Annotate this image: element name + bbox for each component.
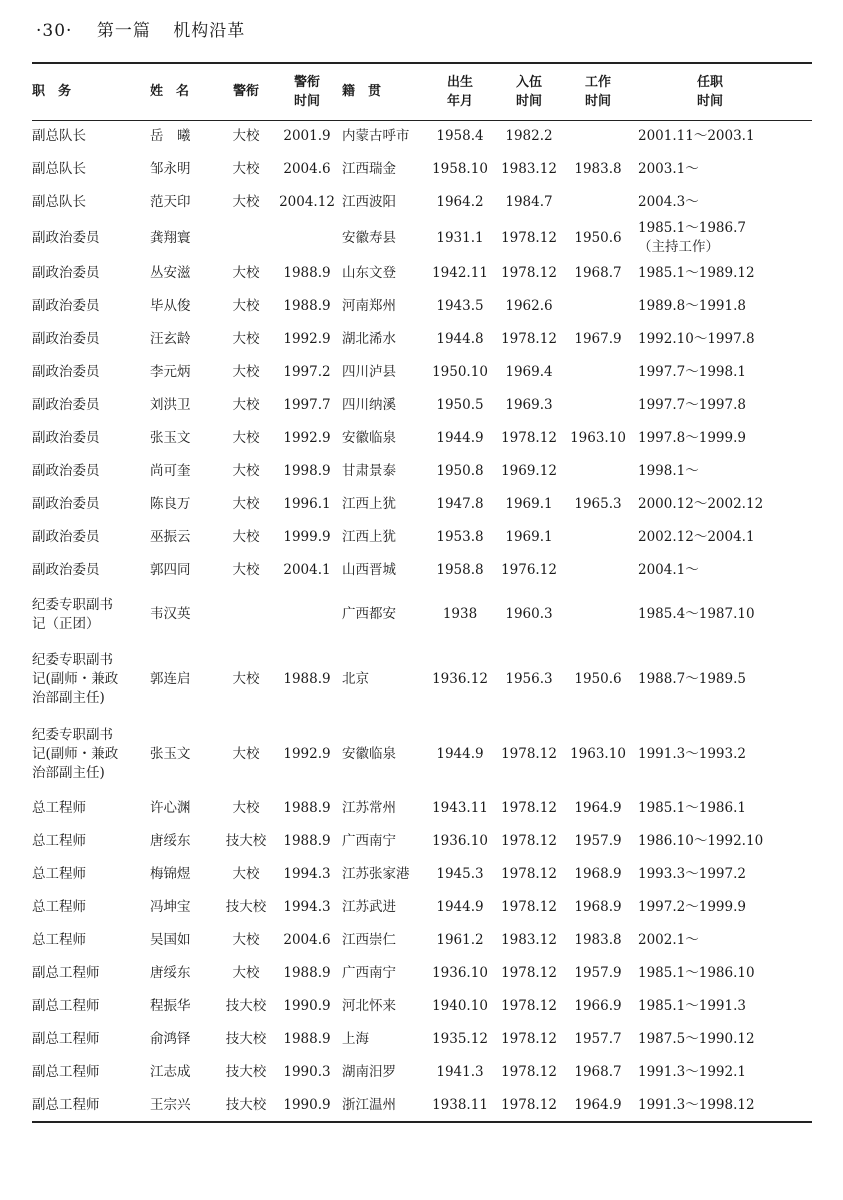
cell-native-place: 江西崇仁 (342, 932, 396, 948)
cell-term: 1985.1～1986.7 （主持工作） (638, 220, 746, 255)
cell-birth: 1945.3 (436, 866, 484, 882)
cell-rank-date: 2004.12 (279, 194, 335, 210)
table-row (32, 219, 812, 257)
cell-term: 1998.1～ (638, 463, 699, 479)
cell-name: 刘洪卫 (150, 397, 191, 413)
cell-rank-date: 1988.9 (283, 1031, 331, 1047)
table-row (32, 587, 812, 642)
cell-enlist: 1984.7 (505, 194, 553, 210)
cell-native-place: 山东文登 (342, 265, 396, 281)
cell-name: 吴国如 (150, 932, 191, 948)
cell-rank-date: 1988.9 (283, 265, 331, 281)
cell-term: 1985.4～1987.10 (638, 606, 755, 622)
cell-birth: 1961.2 (436, 932, 484, 948)
cell-term: 1986.10～1992.10 (638, 833, 764, 849)
cell-work (566, 554, 630, 587)
table-row (32, 858, 812, 891)
cell-native-place: 安徽寿县 (342, 229, 396, 246)
cell-rank: 大校 (232, 746, 260, 762)
table-header-row (32, 63, 812, 120)
cell-native-place: 江苏张家港 (342, 866, 410, 882)
table-row (32, 356, 812, 389)
cell-name: 程振华 (150, 998, 191, 1014)
cell-enlist: 1976.12 (501, 562, 557, 578)
cell-rank-date (272, 219, 342, 257)
cell-work: 1968.9 (574, 866, 622, 882)
table-row (32, 891, 812, 924)
cell-birth: 1947.8 (436, 496, 484, 512)
cell-position: 总工程师 (32, 833, 86, 849)
cell-enlist: 1962.6 (505, 298, 553, 314)
cell-rank: 大校 (232, 161, 260, 177)
cell-term: 1985.1～1989.12 (638, 265, 755, 281)
cell-work (566, 521, 630, 554)
cell-birth: 1940.10 (432, 998, 488, 1014)
cell-name: 韦汉英 (150, 606, 191, 622)
cell-position: 总工程师 (32, 800, 86, 816)
cell-rank-date: 1992.9 (283, 430, 331, 446)
cell-work: 1963.10 (570, 430, 626, 446)
cell-position: 副政治委员 (32, 397, 100, 413)
cell-birth: 1958.4 (436, 128, 484, 145)
table-row (32, 990, 812, 1023)
cell-term: 1989.8～1991.8 (638, 298, 746, 314)
cell-term: 2004.3～ (638, 194, 699, 210)
cell-rank (220, 587, 272, 642)
cell-enlist: 1978.12 (501, 430, 557, 446)
col-header-name: 姓 名 (150, 84, 190, 100)
cell-position: 副总工程师 (32, 1031, 100, 1047)
col-header-birth: 出生 年月 (446, 74, 473, 109)
table-row (32, 153, 812, 186)
cell-birth: 1931.1 (436, 229, 484, 246)
page-number: ·30· (36, 21, 73, 41)
cell-rank-date (272, 587, 342, 642)
table-row (32, 717, 812, 792)
cell-term: 1997.8～1999.9 (638, 430, 746, 446)
cell-name: 毕从俊 (150, 298, 191, 314)
table-row (32, 792, 812, 825)
cell-enlist: 1983.12 (501, 161, 557, 177)
cell-work: 1957.9 (574, 965, 622, 981)
cell-position: 副总工程师 (32, 998, 100, 1014)
cell-rank: 大校 (232, 866, 260, 882)
cell-birth: 1938.11 (432, 1096, 488, 1113)
cell-position: 纪委专职副书 记(副师・兼政 治部副主任) (32, 727, 119, 781)
cell-birth: 1944.8 (436, 331, 484, 347)
cell-rank (220, 219, 272, 257)
cell-name: 汪玄龄 (150, 331, 191, 347)
cell-rank: 大校 (232, 496, 260, 512)
cell-work (566, 120, 630, 153)
cell-term: 1985.1～1991.3 (638, 998, 746, 1014)
cell-rank: 大校 (232, 562, 260, 578)
cell-term: 1985.1～1986.1 (638, 800, 746, 816)
cell-enlist: 1969.3 (505, 397, 553, 413)
cell-native-place: 江西上犹 (342, 496, 396, 512)
cell-rank: 大校 (232, 298, 260, 314)
cell-birth: 1953.8 (436, 529, 484, 545)
cell-work: 1957.9 (574, 833, 622, 849)
cell-native-place: 安徽临泉 (342, 430, 396, 446)
col-header-native-place: 籍 贯 (342, 84, 382, 100)
cell-birth: 1950.5 (436, 397, 484, 413)
cell-birth: 1958.10 (432, 161, 488, 177)
col-header-rank: 警衔 (232, 84, 259, 100)
cell-enlist: 1969.1 (505, 529, 553, 545)
col-header-work: 工作 时间 (584, 74, 611, 109)
cell-name: 张玉文 (150, 430, 191, 446)
table-row (32, 120, 812, 153)
cell-term: 1991.3～1993.2 (638, 746, 746, 762)
cell-term: 1993.3～1997.2 (638, 866, 746, 882)
cell-position: 副政治委员 (32, 496, 100, 512)
cell-enlist: 1978.12 (501, 899, 557, 915)
cell-rank-date: 1990.9 (283, 998, 331, 1014)
cell-work: 1968.7 (574, 265, 622, 281)
cell-enlist: 1969.1 (505, 496, 553, 512)
table-row (32, 488, 812, 521)
cell-rank-date: 2004.6 (283, 161, 331, 177)
cell-enlist: 1982.2 (505, 128, 553, 145)
cell-rank-date: 1992.9 (283, 746, 331, 762)
cell-name: 郭四同 (150, 562, 191, 578)
cell-enlist: 1978.12 (501, 331, 557, 347)
cell-rank-date: 1997.2 (283, 364, 331, 380)
cell-birth: 1936.10 (432, 833, 488, 849)
cell-work: 1950.6 (574, 229, 622, 246)
cell-birth: 1944.9 (436, 899, 484, 915)
cell-enlist: 1978.12 (501, 800, 557, 816)
cell-position: 副政治委员 (32, 364, 100, 380)
cell-name: 冯坤宝 (150, 899, 191, 915)
cell-term: 1992.10～1997.8 (638, 331, 755, 347)
cell-native-place: 浙江温州 (342, 1096, 396, 1113)
cell-birth: 1936.10 (432, 965, 488, 981)
cell-name: 许心渊 (150, 800, 191, 816)
cell-work (566, 587, 630, 642)
table-row (32, 290, 812, 323)
cell-name: 郭连启 (150, 671, 191, 687)
cell-rank-date: 1990.9 (283, 1096, 331, 1113)
cell-work: 1965.3 (574, 496, 622, 512)
cell-term: 1997.7～1997.8 (638, 397, 746, 413)
table-row (32, 422, 812, 455)
cell-enlist: 1978.12 (501, 833, 557, 849)
cell-name: 张玉文 (150, 746, 191, 762)
cell-name: 李元炳 (150, 364, 191, 380)
cell-rank: 大校 (232, 800, 260, 816)
cell-rank: 技大校 (225, 899, 267, 915)
cell-position: 总工程师 (32, 866, 86, 882)
cell-native-place: 四川纳溪 (342, 397, 396, 413)
cell-name: 范天印 (150, 194, 191, 210)
col-header-rank-date: 警衔 时间 (293, 74, 320, 109)
cell-name: 唐绥东 (150, 833, 191, 849)
table-row (32, 389, 812, 422)
cell-enlist: 1978.12 (501, 229, 557, 246)
cell-position: 副总工程师 (32, 1064, 100, 1080)
cell-name: 岳 曦 (150, 128, 191, 145)
cell-position: 副政治委员 (32, 265, 100, 281)
cell-position: 副总队长 (32, 194, 86, 210)
cell-rank: 大校 (232, 965, 260, 981)
cell-enlist: 1978.12 (501, 746, 557, 762)
table-row (32, 554, 812, 587)
cell-position: 总工程师 (32, 932, 86, 948)
cell-rank: 大校 (232, 397, 260, 413)
cell-name: 陈良万 (150, 496, 191, 512)
cell-birth: 1936.12 (432, 671, 488, 687)
cell-rank-date: 1990.3 (283, 1064, 331, 1080)
cell-birth: 1964.2 (436, 194, 484, 210)
cell-position: 副政治委员 (32, 229, 100, 246)
cell-name: 巫振云 (150, 529, 191, 545)
cell-name: 俞鸿铎 (150, 1031, 191, 1047)
cell-position: 副总工程师 (32, 1096, 100, 1113)
cell-rank: 大校 (232, 194, 260, 210)
cell-birth: 1938 (442, 606, 478, 622)
cell-name: 江志成 (150, 1064, 191, 1080)
cell-position: 副政治委员 (32, 331, 100, 347)
cell-rank-date: 1988.9 (283, 965, 331, 981)
cell-enlist: 1960.3 (505, 606, 553, 622)
cell-rank-date: 1999.9 (283, 529, 331, 545)
cell-term: 2001.11～2003.1 (638, 128, 755, 145)
cell-birth: 1942.11 (432, 265, 488, 281)
cell-native-place: 江苏武进 (342, 899, 396, 915)
cell-term: 1987.5～1990.12 (638, 1031, 755, 1047)
table-row (32, 825, 812, 858)
table-row (32, 924, 812, 957)
col-header-enlist: 入伍 时间 (515, 74, 542, 109)
col-header-position: 职 务 (32, 84, 72, 100)
cell-work: 1964.9 (574, 800, 622, 816)
cell-enlist: 1969.4 (505, 364, 553, 380)
cell-rank: 技大校 (225, 1064, 267, 1080)
cell-position: 副总队长 (32, 128, 86, 145)
cell-rank: 大校 (232, 331, 260, 347)
section-title: 机构沿革 (173, 21, 246, 41)
cell-work (566, 290, 630, 323)
cell-position: 副政治委员 (32, 562, 100, 578)
cell-rank-date: 1998.9 (283, 463, 331, 479)
cell-name: 梅锦煜 (150, 866, 191, 882)
cell-work: 1950.6 (574, 671, 622, 687)
cell-native-place: 河北怀来 (342, 998, 396, 1014)
cell-term: 2000.12～2002.12 (638, 496, 764, 512)
cell-work: 1968.7 (574, 1064, 622, 1080)
table-row (32, 521, 812, 554)
cell-birth: 1944.9 (436, 430, 484, 446)
table-row (32, 957, 812, 990)
cell-work (566, 356, 630, 389)
cell-rank: 大校 (232, 430, 260, 446)
cell-birth: 1944.9 (436, 746, 484, 762)
cell-native-place: 内蒙古呼市 (342, 128, 410, 145)
cell-rank-date: 2004.1 (283, 562, 331, 578)
cell-work (566, 389, 630, 422)
col-header-term: 任职 时间 (696, 74, 723, 109)
page-header (36, 16, 245, 41)
cell-position: 副政治委员 (32, 298, 100, 314)
cell-work: 1967.9 (574, 331, 622, 347)
cell-position: 副总工程师 (32, 965, 100, 981)
table-row (32, 323, 812, 356)
table-row (32, 642, 812, 717)
part-title: 第一篇 (96, 21, 151, 41)
cell-enlist: 1978.12 (501, 965, 557, 981)
cell-enlist: 1983.12 (501, 932, 557, 948)
cell-position: 副政治委员 (32, 529, 100, 545)
cell-rank-date: 1988.9 (283, 298, 331, 314)
cell-rank-date: 2004.6 (283, 932, 331, 948)
cell-birth: 1943.5 (436, 298, 484, 314)
cell-rank: 技大校 (225, 998, 267, 1014)
cell-enlist: 1956.3 (505, 671, 553, 687)
table-row (32, 1023, 812, 1056)
cell-name: 龚翔寰 (150, 229, 191, 246)
cell-work: 1957.7 (574, 1031, 622, 1047)
cell-position: 副政治委员 (32, 463, 100, 479)
cell-name: 丛安滋 (150, 265, 191, 281)
table-row (32, 1089, 812, 1122)
cell-rank: 大校 (232, 265, 260, 281)
cell-rank-date: 1992.9 (283, 331, 331, 347)
cell-position: 纪委专职副书 记(副师・兼政 治部副主任) (32, 652, 119, 706)
cell-native-place: 江西上犹 (342, 529, 396, 545)
cell-native-place: 江西波阳 (342, 194, 396, 210)
cell-rank-date: 1997.7 (283, 397, 331, 413)
cell-term: 2004.1～ (638, 562, 699, 578)
cell-native-place: 江苏常州 (342, 800, 396, 816)
cell-term: 1997.7～1998.1 (638, 364, 746, 380)
cell-rank-date: 1994.3 (283, 866, 331, 882)
cell-term: 1997.2～1999.9 (638, 899, 746, 915)
cell-position: 纪委专职副书 记（正团） (32, 596, 113, 632)
cell-position: 总工程师 (32, 899, 86, 915)
cell-term: 2003.1～ (638, 161, 699, 177)
cell-native-place: 广西都安 (342, 606, 396, 622)
cell-position: 副总队长 (32, 161, 86, 177)
cell-term: 1985.1～1986.10 (638, 965, 755, 981)
cell-enlist: 1969.12 (501, 463, 557, 479)
cell-position: 副政治委员 (32, 430, 100, 446)
cell-term: 2002.1～ (638, 932, 699, 948)
cell-enlist: 1978.12 (501, 265, 557, 281)
cell-rank: 大校 (232, 932, 260, 948)
cell-native-place: 江西瑞金 (342, 161, 396, 177)
cell-work (566, 186, 630, 219)
cell-rank: 大校 (232, 364, 260, 380)
cell-name: 王宗兴 (150, 1096, 191, 1113)
cell-work (566, 455, 630, 488)
cell-birth: 1943.11 (432, 800, 488, 816)
cell-rank: 大校 (232, 463, 260, 479)
cell-native-place: 上海 (342, 1031, 369, 1047)
table-row (32, 257, 812, 290)
cell-native-place: 广西南宁 (342, 965, 396, 981)
cell-rank: 大校 (232, 128, 260, 145)
cell-native-place: 四川泸县 (342, 364, 396, 380)
cell-term: 1991.3～1998.12 (638, 1096, 755, 1113)
cell-work: 1983.8 (574, 161, 622, 177)
cell-name: 唐绥东 (150, 965, 191, 981)
cell-work: 1963.10 (570, 746, 626, 762)
cell-native-place: 湖北浠水 (342, 331, 396, 347)
cell-enlist: 1978.12 (501, 1031, 557, 1047)
personnel-table (32, 62, 812, 1123)
cell-term: 1988.7～1989.5 (638, 671, 746, 687)
cell-enlist: 1978.12 (501, 1096, 557, 1113)
cell-native-place: 山西晋城 (342, 562, 396, 578)
cell-term: 1991.3～1992.1 (638, 1064, 746, 1080)
cell-rank: 技大校 (225, 833, 267, 849)
cell-native-place: 湖南汨罗 (342, 1064, 396, 1080)
cell-native-place: 北京 (342, 671, 369, 687)
cell-term: 2002.12～2004.1 (638, 529, 755, 545)
cell-birth: 1941.3 (436, 1064, 484, 1080)
cell-birth: 1950.10 (432, 364, 488, 380)
cell-rank: 技大校 (225, 1096, 267, 1113)
cell-rank-date: 1988.9 (283, 800, 331, 816)
cell-rank: 技大校 (225, 1031, 267, 1047)
cell-rank: 大校 (232, 529, 260, 545)
cell-name: 尚可奎 (150, 463, 191, 479)
cell-rank-date: 1988.9 (283, 671, 331, 687)
cell-enlist: 1978.12 (501, 998, 557, 1014)
cell-native-place: 广西南宁 (342, 833, 396, 849)
cell-work: 1968.9 (574, 899, 622, 915)
cell-native-place: 河南郑州 (342, 298, 396, 314)
cell-work: 1964.9 (574, 1096, 622, 1113)
cell-rank-date: 1994.3 (283, 899, 331, 915)
cell-work: 1966.9 (574, 998, 622, 1014)
cell-enlist: 1978.12 (501, 866, 557, 882)
cell-birth: 1958.8 (436, 562, 484, 578)
cell-name: 邹永明 (150, 161, 191, 177)
cell-native-place: 甘肃景泰 (342, 463, 396, 479)
cell-rank-date: 2001.9 (283, 128, 331, 145)
cell-enlist: 1978.12 (501, 1064, 557, 1080)
cell-rank-date: 1996.1 (283, 496, 331, 512)
cell-rank: 大校 (232, 671, 260, 687)
table-row (32, 186, 812, 219)
cell-birth: 1935.12 (432, 1031, 488, 1047)
cell-native-place: 安徽临泉 (342, 746, 396, 762)
cell-work: 1983.8 (574, 932, 622, 948)
cell-birth: 1950.8 (436, 463, 484, 479)
table-row (32, 455, 812, 488)
table-row (32, 1056, 812, 1089)
cell-rank-date: 1988.9 (283, 833, 331, 849)
